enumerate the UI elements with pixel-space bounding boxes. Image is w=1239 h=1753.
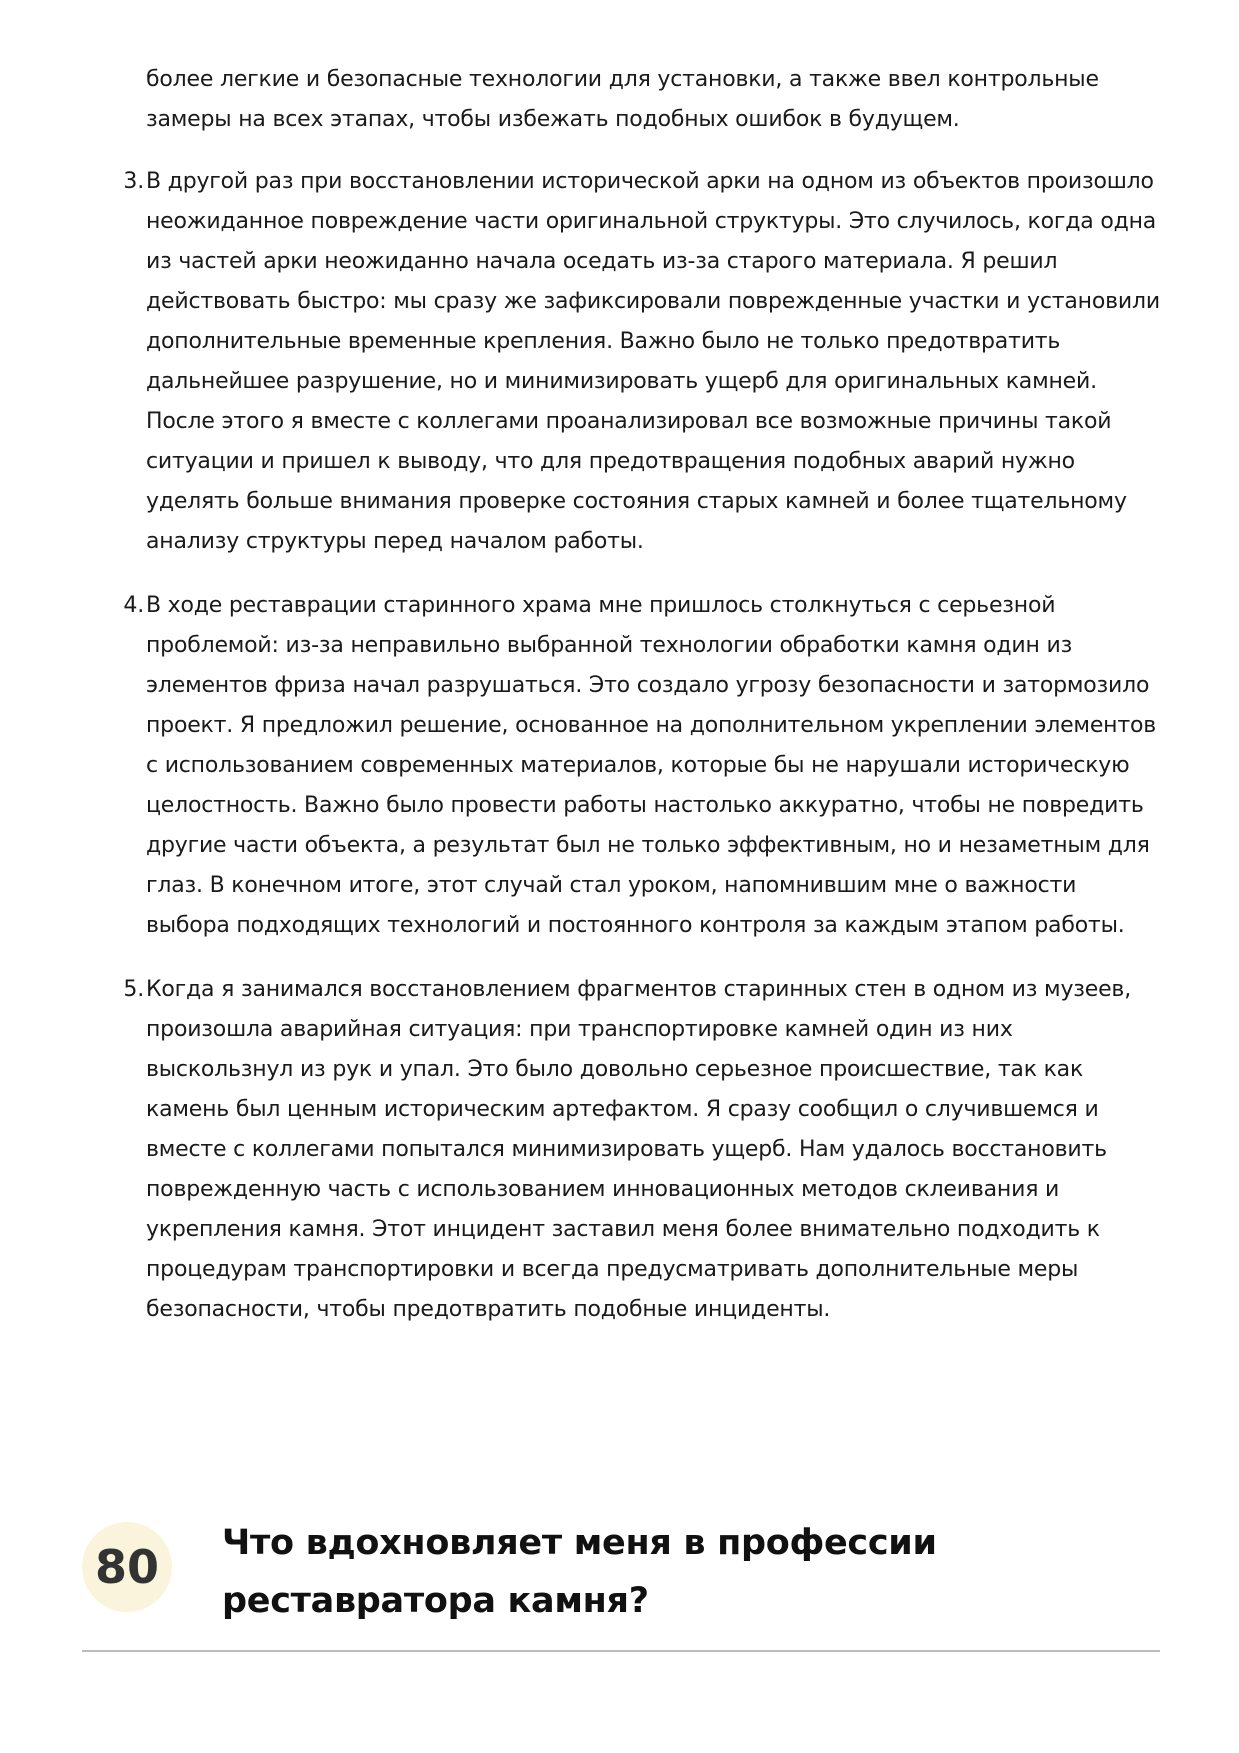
list-item-number: 5.	[123, 977, 144, 1002]
list-item	[123, 162, 1166, 562]
list-item-text: Когда я занимался восстановлением фрагментов старинных стен в одном из музеев, произошла аварийная ситуация: при транспортировке камней один из них выскользнул из рук и упал. Это было довольно серьезное происшествие, так как камень был ценным историческим артефактом. Я сразу сообщил о случившемся и вместе с коллегами попытался минимизировать ущерб. Нам удалось восстановить поврежденную часть с использованием инновационных методов склеивания и укрепления камня. Этот инцидент заставил меня более внимательно подходить к процедурам транспортировки и всегда предусматривать дополнительные меры безопасности, чтобы предотвратить подобные инциденты.	[146, 977, 1131, 1322]
numbered-list	[123, 162, 1166, 1354]
list-item-text: В ходе реставрации старинного храма мне пришлось столкнуться с серьезной проблемой: из-за неправильно выбранной технологии обработки камня один из элементов фриза начал разрушаться. Это создало угрозу безопасности и затормозило проект. Я предложил решение, основанное на дополнительном укреплении элементов с использованием современных материалов, которые бы не нарушали историческую целостность. Важно было провести работы настолько аккуратно, чтобы не повредить другие части объекта, а результат был не только эффективным, но и незаметным для глаз. В конечном итоге, этот случай стал уроком, напомнившим мне о важности выбора подходящих технологий и постоянного контроля за каждым этапом работы.	[146, 593, 1156, 938]
list-item-text: В другой раз при восстановлении исторической арки на одном из объектов произошло неожиданное повреждение части оригинальной структуры. Это случилось, когда одна из частей арки неожиданно начала оседать из-за старого материала. Я решил действовать быстро: мы сразу же зафиксировали поврежденные участки и установили дополнительные временные крепления. Важно было не только предотвратить дальнейшее разрушение, но и минимизировать ущерб для оригинальных камней. После этого я вместе с коллегами проанализировал все возможные причины такой ситуации и пришел к выводу, что для предотвращения подобных аварий нужно уделять больше внимания проверке состояния старых камней и более тщательному анализу структуры перед началом работы.	[146, 169, 1160, 554]
list-item	[123, 970, 1166, 1330]
list-item-number: 3.	[123, 169, 144, 194]
list-item	[123, 586, 1166, 946]
continuation-paragraph: более легкие и безопасные технологии для установки, а также ввел контрольные замеры на всех этапах, чтобы избежать подобных ошибок в будущем.	[146, 67, 1099, 132]
section-number-badge: 80	[82, 1522, 172, 1612]
section-header	[82, 1514, 1160, 1652]
section-title: Что вдохновляет меня в профессии реставратора камня?	[222, 1523, 937, 1621]
list-item-number: 4.	[123, 593, 144, 618]
